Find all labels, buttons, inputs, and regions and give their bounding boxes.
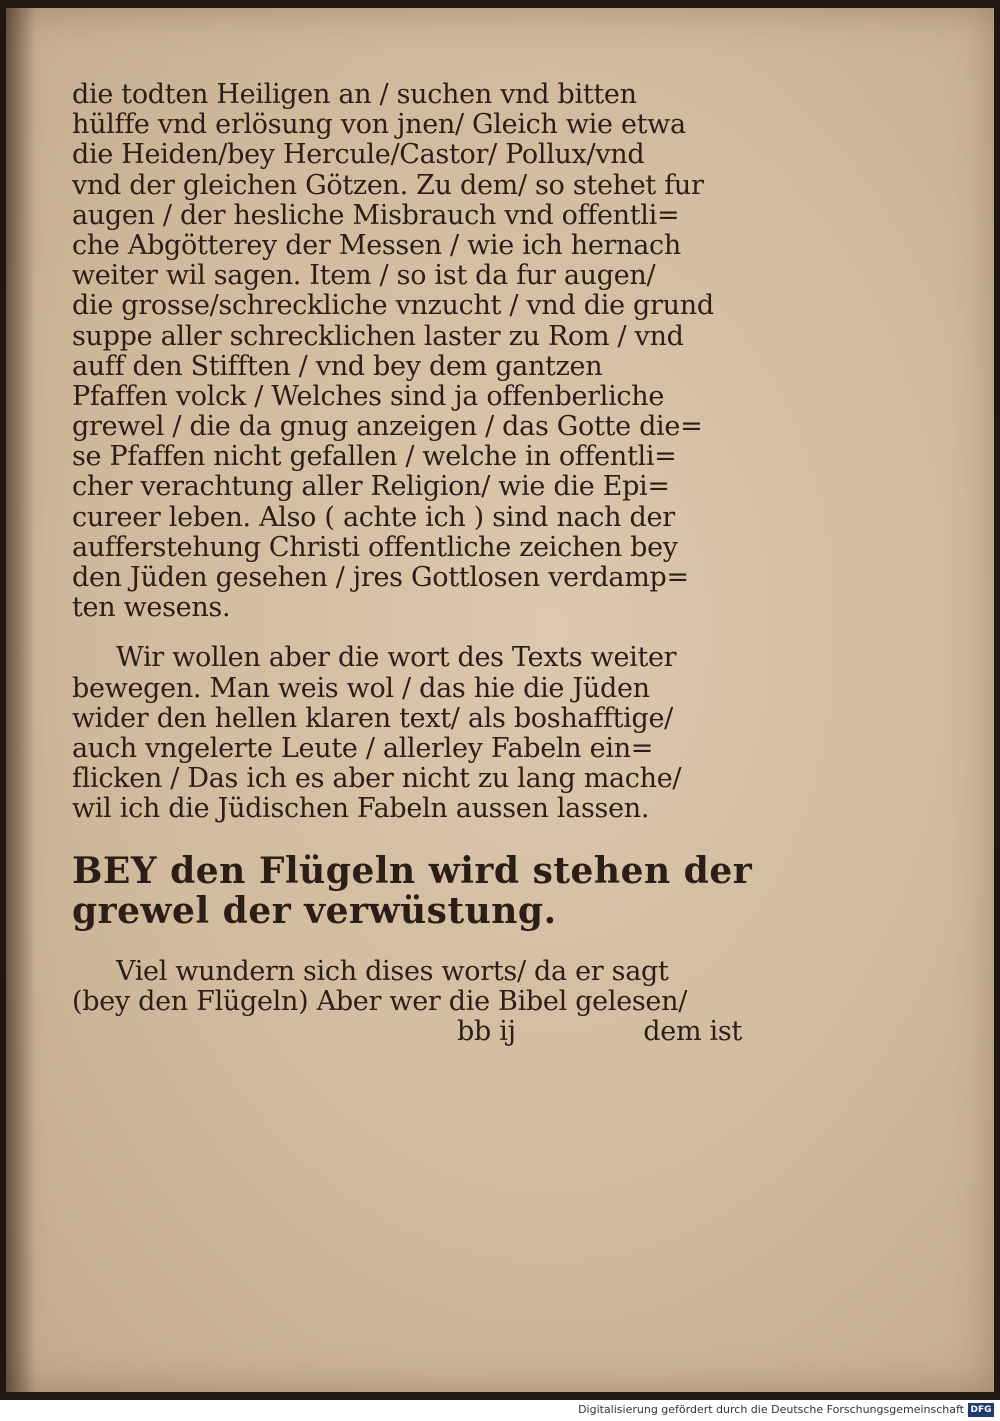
text-line: grewel / die da gnug anzeigen / das Gotte die= <box>72 411 703 443</box>
text-line: Viel wundern sich dises worts/ da er sagt <box>116 955 669 987</box>
paragraph-2 <box>72 643 762 824</box>
page-gutter-shadow <box>6 8 36 1392</box>
paragraph-spacer <box>72 623 762 643</box>
text-line: auff den Stifften / vnd bey dem gantzen <box>72 350 603 382</box>
paragraph-3 <box>72 957 762 1048</box>
heading-spacer <box>72 825 762 851</box>
text-line: Pfaffen volck / Welches sind ja offenberliche <box>72 380 665 412</box>
text-line: augen / der hesliche Misbrauch vnd offentli= <box>72 199 680 231</box>
text-line: suppe aller schrecklichen laster zu Rom / vnd <box>72 320 684 352</box>
footer-bar <box>0 1400 1000 1421</box>
text-line: vnd der gleichen Götzen. Zu dem/ so stehet fur <box>72 169 704 201</box>
section-heading <box>72 851 762 931</box>
text-line: die todten Heiligen an / suchen vnd bitten <box>72 79 637 110</box>
text-line: bewegen. Man weis wol / das hie die Jüden <box>72 672 650 704</box>
signature-line <box>72 1017 742 1047</box>
text-line: Wir wollen aber die wort des Texts weiter <box>116 642 677 674</box>
text-line: cher verachtung aller Religion/ wie die Epi= <box>72 471 670 503</box>
heading-spacer <box>72 931 762 957</box>
text-line: flicken / Das ich es aber nicht zu lang mache/ <box>72 763 682 795</box>
text-line: die Heiden/bey Hercule/Castor/ Pollux/vnd <box>72 139 645 171</box>
dfg-logo: DFG <box>968 1403 994 1417</box>
text-line: wider den hellen klaren text/ als boshafftige/ <box>72 702 673 734</box>
text-line: weiter wil sagen. Item / so ist da fur augen/ <box>72 260 656 292</box>
text-line: hülffe vnd erlösung von jnen/ Gleich wie etwa <box>72 109 686 141</box>
text-line: auch vngelerte Leute / allerley Fabeln ein= <box>72 732 654 764</box>
text-line: die grosse/schreckliche vnzucht / vnd die grund <box>72 290 714 322</box>
catchword: dem ist <box>643 1015 742 1047</box>
text-line: (bey den Flügeln) Aber wer die Bibel gelesen/ <box>72 985 687 1017</box>
text-line: wil ich die Jüdischen Fabeln aussen lassen. <box>72 793 650 825</box>
text-line: cureer leben. Also ( achte ich ) sind nach der <box>72 501 675 533</box>
page-text <box>72 80 762 1047</box>
text-line: den Jüden gesehen / jres Gottlosen verdamp= <box>72 562 689 593</box>
heading-line: grewel der verwüstung. <box>72 889 557 932</box>
text-line: aufferstehung Christi offentliche zeichen bey <box>72 531 678 563</box>
text-line: se Pfaffen nicht gefallen / welche in offentli= <box>72 441 677 473</box>
signature-mark: bb ij <box>457 1015 516 1047</box>
text-line: che Abgötterey der Messen / wie ich hernach <box>72 229 681 261</box>
paragraph-1 <box>72 80 762 623</box>
footer-credit: Digitalisierung gefördert durch die Deutsche Forschungsgemeinschaft <box>578 1403 964 1416</box>
heading-line: BEY den Flügeln wird stehen der <box>72 849 753 892</box>
text-line: ten wesens. <box>72 592 231 624</box>
